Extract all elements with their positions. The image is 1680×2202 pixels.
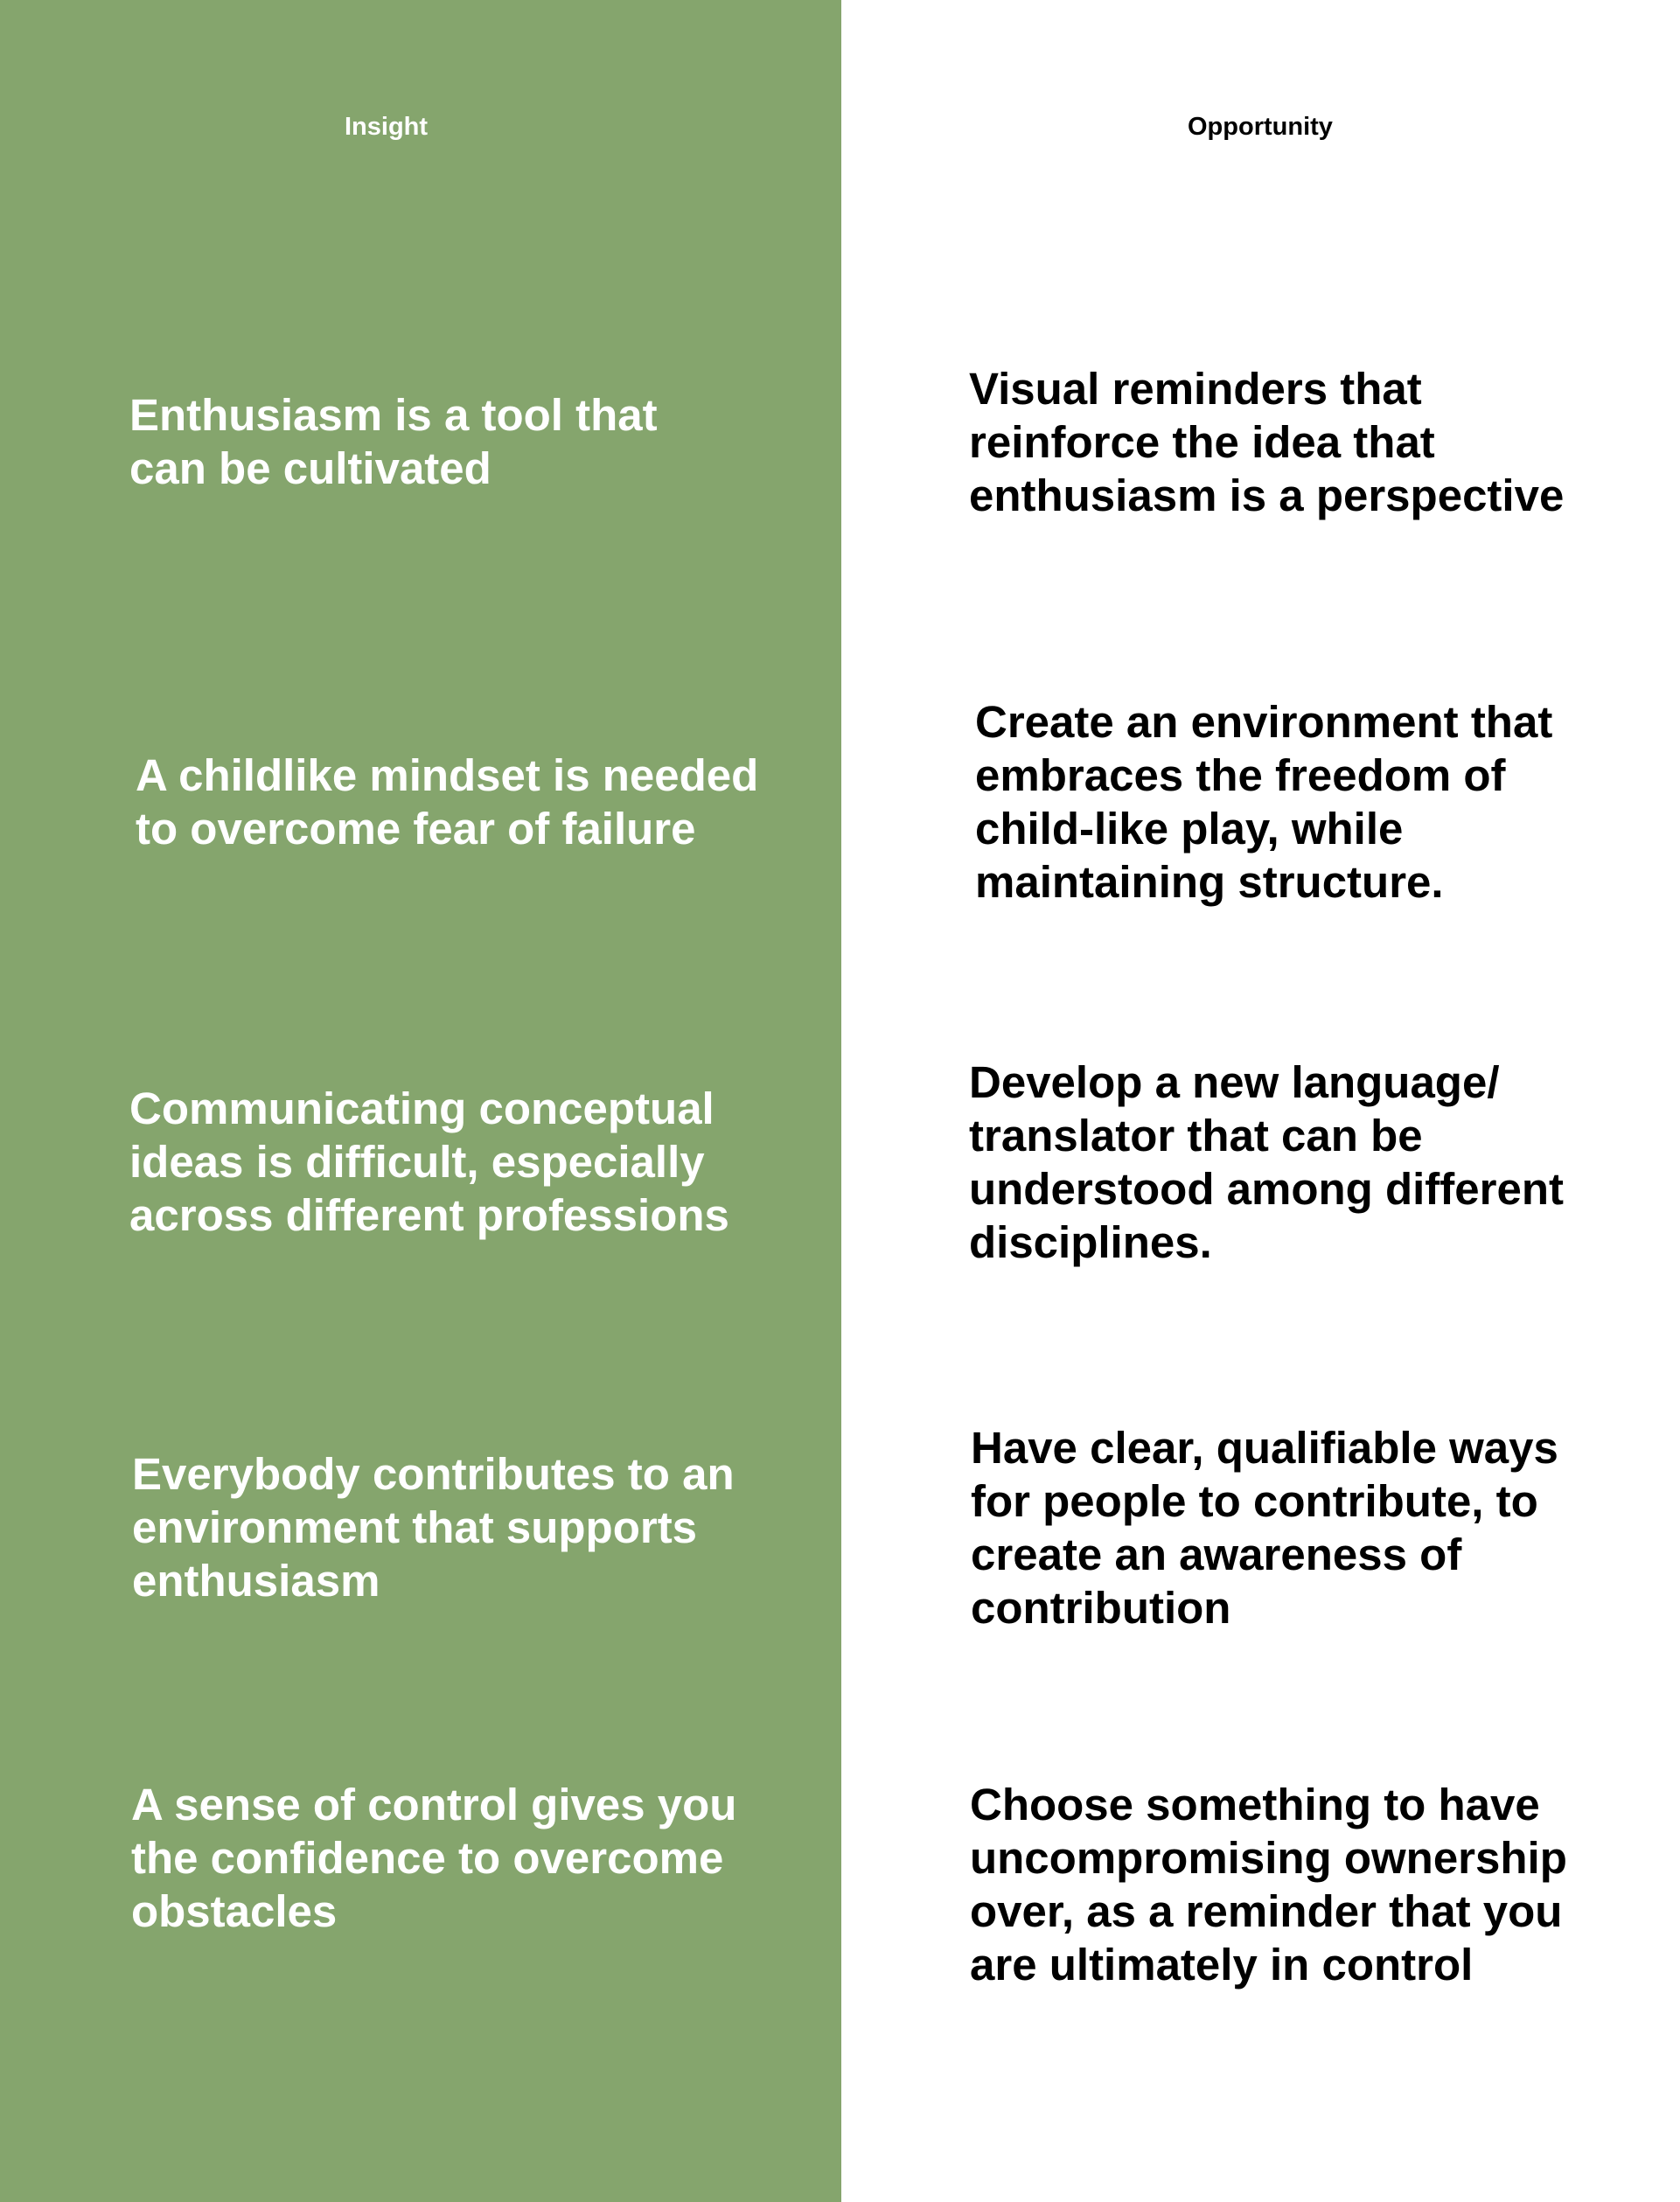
insight-statement: A childlike mindset is needed to overcome fear of failure xyxy=(136,750,759,854)
opportunity-header: Opportunity xyxy=(1188,113,1333,141)
opportunity-statement: Visual reminders that reinforce the idea that enthusiasm is a perspective xyxy=(969,364,1565,520)
insight-statement: A sense of control gives you the confidence to overcome obstacles xyxy=(131,1780,737,1936)
opportunity-statement: Have clear, qualifiable ways for people to contribute, to create an awareness of contribution xyxy=(971,1423,1558,1633)
opportunity-statement: Choose something to have uncompromising ownership over, as a reminder that you are ultimately in control xyxy=(970,1780,1567,1989)
insight-statement: Enthusiasm is a tool that can be cultivated xyxy=(129,390,658,493)
insight-statement: Everybody contributes to an environment that supports enthusiasm xyxy=(132,1449,735,1606)
insight-statement: Communicating conceptual ideas is difficult, especially across different professions xyxy=(129,1084,729,1240)
opportunity-statement: Develop a new language/ translator that can be understood among different disciplines. xyxy=(969,1057,1564,1267)
insight-header: Insight xyxy=(345,113,429,141)
opportunity-statement: Create an environment that embraces the freedom of child-like play, while maintaining structure. xyxy=(975,697,1553,907)
